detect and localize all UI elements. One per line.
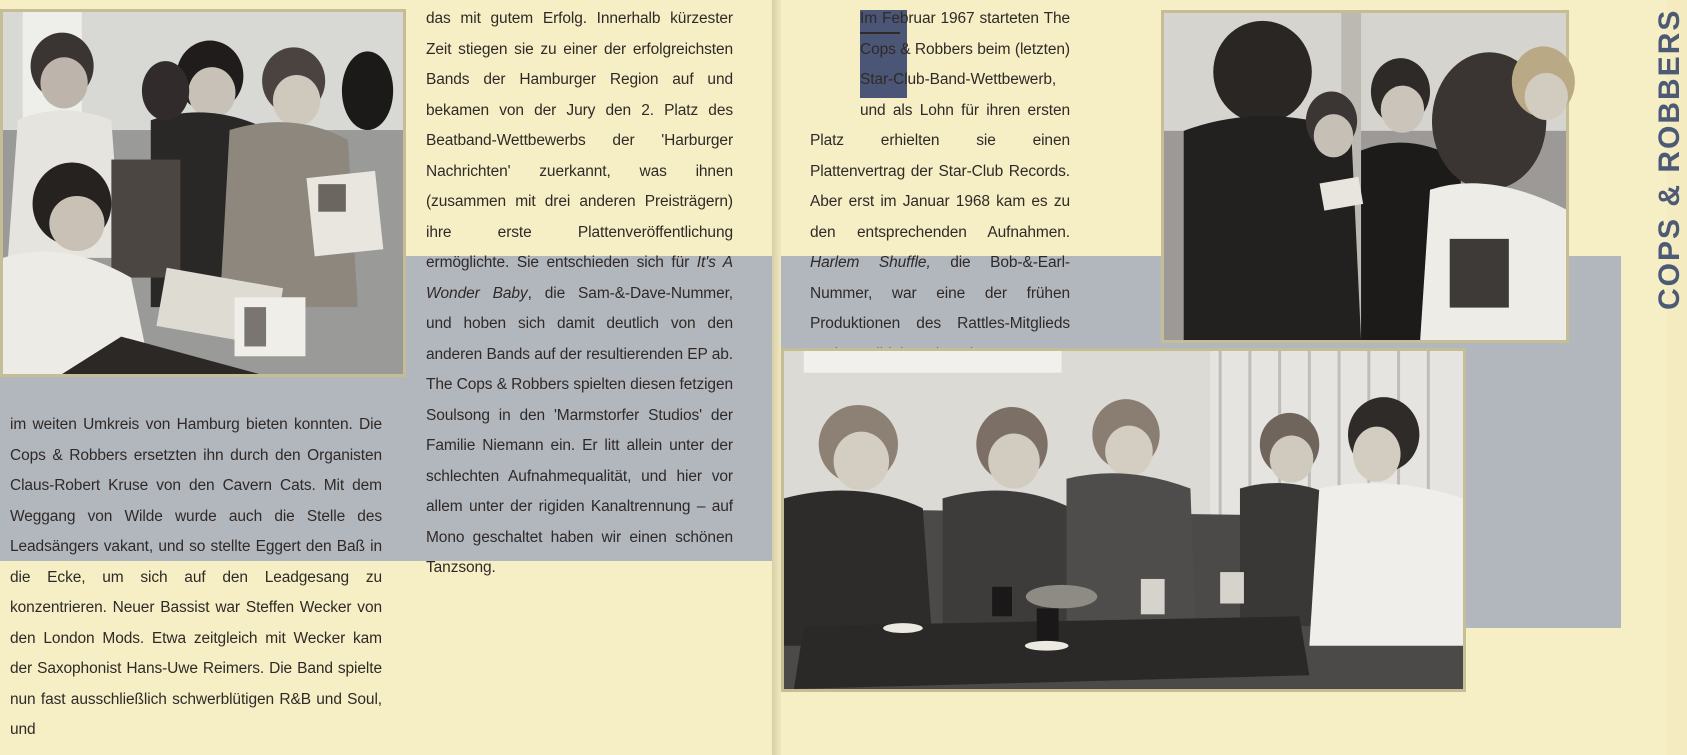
left-column-2 [426,4,733,584]
photo-autograph-session [0,9,406,377]
text-part: Im Februar 1967 starteten The Cops & Robbers beim (letzten) Star-Club-Band-Wettbewerb, und als Lohn für ihren ersten Platz erhielten sie einen Plattenvertrag der Star-Club Records. Aber erst im Januar 1968 kam es zu den entsprechenden Aufnahmen. [810,10,1070,241]
photo-band-at-table [781,348,1466,692]
photo-band-signing [1161,10,1569,343]
vertical-band-title: COPS & ROBBERS [1653,8,1686,310]
drop-cap-space [810,4,860,96]
song-title: Harlem Shuffle, [810,254,931,271]
paragraph-left-2 [426,4,733,584]
text-part: das mit gutem Erfolg. Innerhalb kürzester Zeit stiegen sie zu einer der erfolgreichsten Bands der Hamburger Region auf und bekamen von der Jury den 2. Platz des Beatband-Wettbewerbs der 'Harburger Nachrichten' zuerkannt, was ihnen (zusammen mit drei anderen Preisträgern) ihre erste Plattenveröffentlichung ermöglichte. Sie entschieden sich für [426,10,733,271]
song-title: It's A Wonder Baby [426,254,733,302]
right-column [810,4,1070,370]
text-part: , die Sam-&-Dave-Nummer, und hoben sich damit deutlich von den anderen Bands auf der resultierenden EP ab. The Cops & Robbers spielten diesen fetzigen Soulsong in den 'Marmstorfer Studios' der Familie Niemann ein. Er litt allein unter der schlechten Aufnahmequalität, und hier vor allem unter der rigiden Kanaltrennung – auf Mono geschaltet haben wir einen schönen Tanzsong. [426,284,734,576]
paragraph-right [810,4,1070,370]
paragraph-left-1: im weiten Umkreis von Hamburg bieten konnten. Die Cops & Robbers ersetzten ihn durch den Organisten Claus-Robert Kruse von den Cavern Cats. Mit dem Weggang von Wilde wurde auch die Stelle des Leadsängers vakant, und so stellte Eggert den Baß in die Ecke, um sich auf den Leadgesang zu konzentrieren. Neuer Bassist war Steffen Wecker von den London Mods. Etwa zeitgleich mit Wecker kam der Saxophonist Hans-Uwe Reimers. Die Band spielte nun fast ausschließlich schwerblütigen R&B und Soul, und [10,416,382,738]
left-page [0,0,781,755]
right-page [781,0,1686,755]
left-column-1 [10,410,382,746]
text-part: die Bob-&-Earl-Nummer, war eine der frühen Produktionen des Rattles-Mitglieds [810,254,1070,332]
